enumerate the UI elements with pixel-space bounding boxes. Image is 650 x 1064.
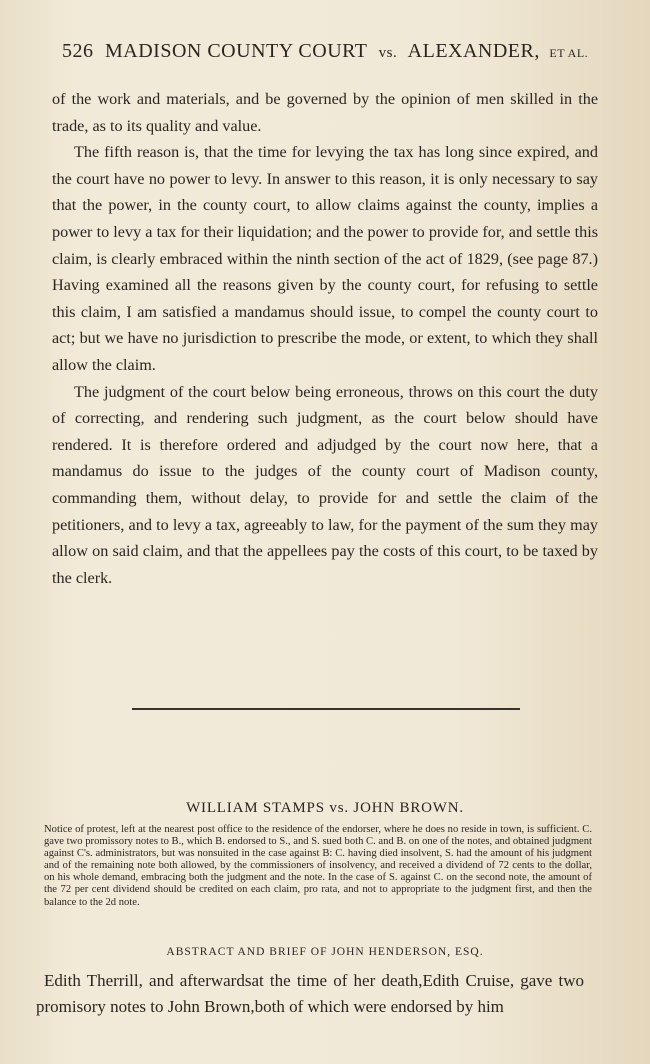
header-left-party: MADISON COUNTY COURT [105,40,368,62]
paragraph-judgment: The judgment of the court below being erroneous, throws on this court the duty of correcting, and rendering such judgment, as the court below should have rendered. It is therefore ordered and adjudged by the court now here, that a mandamus do issue to the judges of the county court of Madison county, commanding them, without delay, to provide for and settle the claim of the petitioners, and to levy a tax, agreeably to law, for the payment of the sum they may allow on said claim, and that the appellees pay the costs of this court, to be taxed by the clerk. [52,382,598,587]
paragraph-fifth-reason: The fifth reason is, that the time for levying the tax has long since expired, and the court have no power to levy. In answer to this reason, it is only necessary to say that the power, in the county court, to allow claims against the county, implies a power to levy a tax for their liquidation; and the power to provide for, and settle this claim, is clearly embraced within the ninth section of the act of 1829, (see page 87.) Having examined all the reasons given by the county court, for refusing to settle this claim, I am satisfied a mandamus should issue, to compel the county court to act; but we have no jurisdiction to prescribe the mode, or extent, to which they shall allow the claim. [52,143,598,374]
opening-paragraph: Edith Therrill, and afterwardsat the time of her death,Edith Cruise, gave two promisory notes to John Brown,both of which were endorsed by him [36,971,584,1016]
case-title: WILLIAM STAMPS vs. JOHN BROWN. [186,800,464,816]
abstract-heading: ABSTRACT AND BRIEF OF JOHN HENDERSON, ESQ. [166,946,484,958]
header-et-al: ET AL. [549,46,589,60]
syllabus-text: Notice of protest, left at the nearest post office to the residence of the endorser, where he does no reside in town, is sufficient. C. gave two promissory notes to B., which B. endorsed to S., and S. sued both C. and B. on one of the notes, and obtained judgment against C's. administrators, but was nonsuited in the case against B: C. having died insolvent, S. had the amount of his judgment and of the remaining note both allowed, by the commissioners of insolvency, and received a dividend of 72 cents to the dollar, on his whole demand, embracing both the judgment and the note. In the case of S. against C. on the second note, the amount of the 72 per cent dividend should be credited on each claim, pro rata, and not to appropriate to the judgment first, and then the balance to the 2d note. [44,824,592,908]
paragraph-continued: of the work and materials, and be governed by the opinion of men skilled in the trade, as to its quality and value. [52,90,598,135]
case-opening-text [36,968,584,1020]
header-right-party: ALEXANDER, [407,40,540,62]
case-syllabus [44,824,592,909]
running-header [62,40,622,63]
section-divider [132,708,520,710]
opinion-text [52,86,598,591]
page-number: 526 [62,40,94,62]
header-vs: vs. [378,45,398,61]
